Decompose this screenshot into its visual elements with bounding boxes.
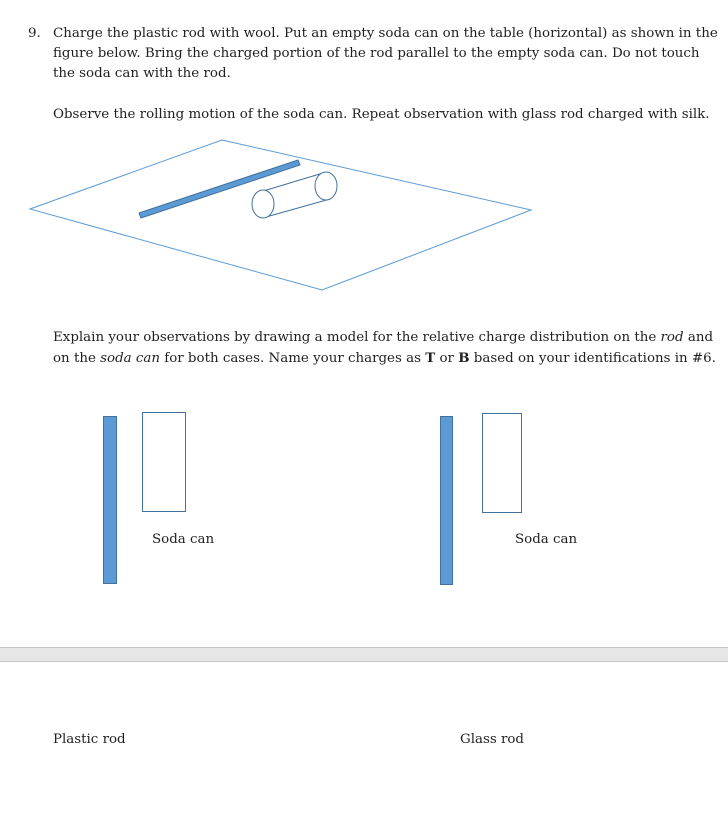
right-soda-can-box (482, 413, 522, 513)
soda-can-in-figure (252, 172, 337, 218)
glass-rod-label: Glass rod (460, 732, 524, 747)
left-soda-can-label: Soda can (152, 532, 215, 547)
plastic-rod-label: Plastic rod (53, 732, 126, 747)
left-soda-can-box (142, 412, 186, 512)
glass-rod-box (440, 416, 453, 585)
observe-instruction: Observe the rolling motion of the soda can. Repeat observation with glass rod charged with silk. (53, 107, 710, 122)
right-soda-can-label: Soda can (515, 532, 578, 547)
plastic-rod-box (103, 416, 117, 584)
page-break (0, 647, 728, 662)
question-number: 9. (28, 26, 41, 41)
explain-instruction: Explain your observations by drawing a model for the relative charge distribution on the rod and on the soda can for both cases. Name your charges as T or B based on your identifications in #6. (53, 330, 716, 366)
rod-in-figure (139, 160, 300, 218)
table-surface (30, 140, 531, 290)
question-intro: Charge the plastic rod with wool. Put an empty soda can on the table (horizontal) as shown in the figure below. Bring the charged portion of the rod parallel to the empty soda can. Do not touch the soda can with the rod. (53, 26, 718, 81)
table-figure (0, 0, 728, 300)
